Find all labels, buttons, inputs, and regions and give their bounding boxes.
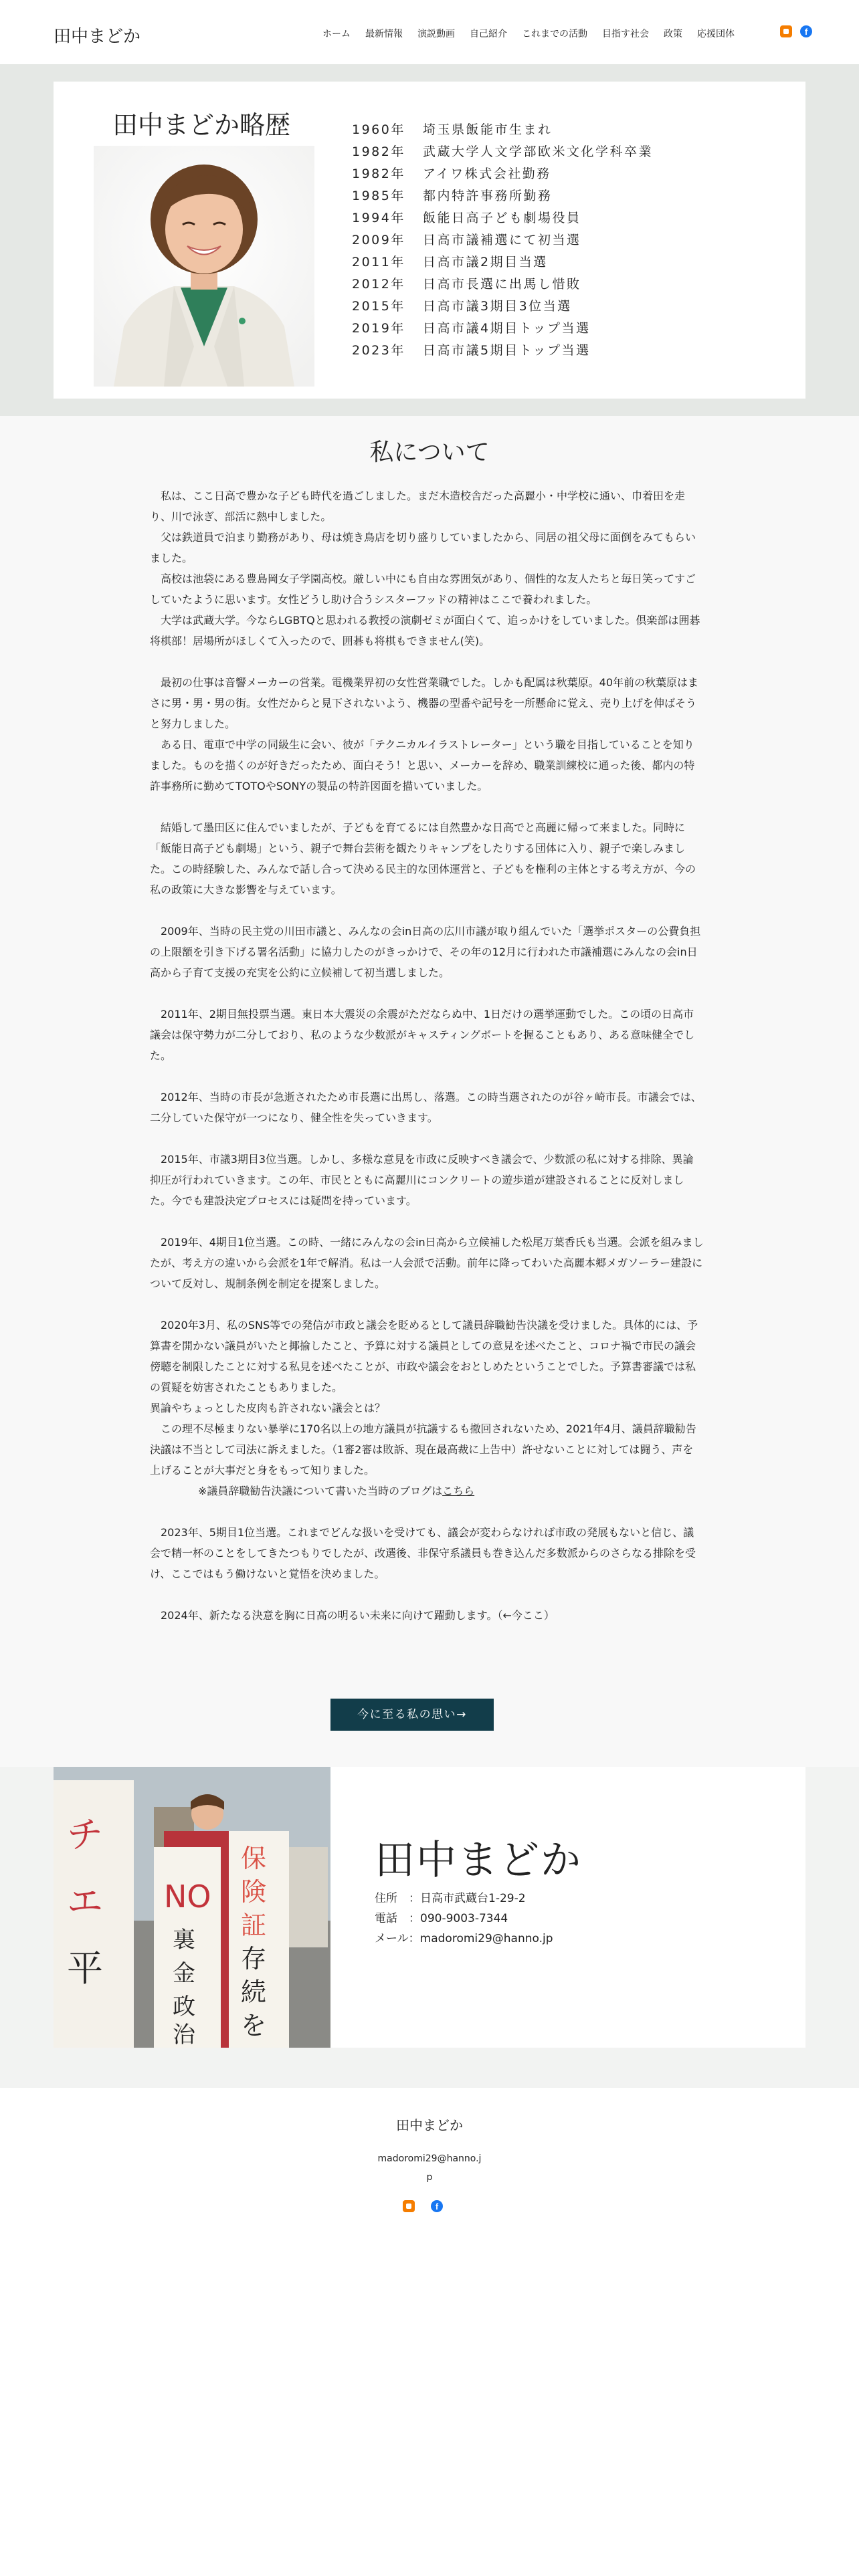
history-row: [352, 185, 653, 207]
nav-item-policy[interactable]: 政策: [664, 29, 682, 39]
svg-text:治: 治: [173, 2022, 195, 2048]
history-row: [352, 141, 653, 163]
svg-text:エ: エ: [67, 1881, 103, 1923]
history-row: [352, 207, 653, 229]
history-row: [352, 251, 653, 274]
header-social: [780, 25, 812, 37]
nav-item-vision[interactable]: 目指す社会: [602, 29, 649, 39]
blog-link[interactable]: こちら: [442, 1485, 475, 1497]
history-row: [352, 229, 653, 251]
history-text: 飯能日高子ども劇場役員: [423, 211, 581, 225]
contact-info: [375, 1889, 553, 1949]
contact-card: [54, 1767, 805, 2048]
profile-title: 田中まどか略歴: [112, 110, 291, 140]
nav-item-activities[interactable]: これまでの活動: [522, 29, 587, 39]
history-year: 2012年: [352, 277, 405, 292]
history-list: [352, 119, 653, 362]
svg-text:裏: 裏: [173, 1927, 195, 1953]
svg-text:存: 存: [241, 1944, 267, 1973]
history-year: 1985年: [352, 189, 405, 203]
contact-address: 住所 ：日高市武蔵台1-29-2: [375, 1892, 526, 1905]
history-text: アイワ株式会社勤務: [423, 167, 551, 181]
about-paragraph: 2024年、新たなる決意を胸に日高の明るい未来に向けて躍動します。（←今ここ）: [161, 1609, 555, 1622]
main-nav: [322, 27, 735, 40]
about-paragraph: 異論やちょっとした皮肉も許されない議会とは？: [150, 1402, 386, 1414]
nav-item-speech-videos[interactable]: 演説動画: [417, 29, 455, 39]
profile-card: [54, 82, 805, 399]
about-paragraph: 私は、ここ日高で豊かな子ども時代を過ごしました。まだ木造校舎だった高麗小・中学校に通い、巾着田を走り、川で泳ぎ、部活に熱中しました。: [150, 490, 686, 523]
history-text: 埼玉県飯能市生まれ: [423, 122, 553, 137]
history-year: 1960年: [352, 122, 405, 137]
about-paragraph: 結婚して墨田区に住んでいましたが、子どもを育てるには自然豊かな日高でと高麗に帰って来ました。同時に「飯能日高子ども劇場」という、親子で舞台芸術を観たりキャンプをしたりする団体に入り、親子で楽しみました。この時経験した、みんなで話し合って決める民主的な団体運営と、子どもを権利の主体とする考え方が、今の私の政策に大きな影響を与えています。: [150, 821, 696, 896]
history-text: 日高市長選に出馬し惜敗: [423, 277, 581, 292]
blogger-icon[interactable]: [403, 2200, 415, 2212]
about-paragraph: 2015年、市議3期目3位当選。しかし、多様な意見を市政に反映すべき議会で、少数派の私に対する排除、異論抑圧が行われていきます。この年、市民とともに高麗川にコンクリートの遊歩道が建設されることに反対しました。今でも建設決定プロセスには疑問を持っています。: [150, 1153, 694, 1207]
history-row: [352, 119, 653, 141]
portrait-image: [94, 146, 314, 387]
history-year: 2015年: [352, 299, 405, 314]
svg-text:平: 平: [67, 1947, 103, 1990]
about-paragraph: 大学は武蔵大学。今ならLGBTQと思われる教授の演劇ゼミが面白くて、追っかけをしていました。倶楽部は囲碁将棋部！居場所がほしくて入ったので、囲碁も将棋もできません(笑)。: [150, 614, 700, 647]
history-year: 2019年: [352, 321, 405, 336]
svg-text:チ: チ: [67, 1814, 103, 1856]
site-title[interactable]: 田中まどか: [54, 27, 141, 47]
footer-name: 田中まどか: [396, 2117, 463, 2133]
about-paragraph: 2012年、当時の市長が急逝されたため市長選に出馬し、落選。この時当選されたのが谷ヶ崎市長。市議会では、二分していた保守が一つになり、健全性を失っていきます。: [150, 1091, 702, 1124]
history-row: [352, 274, 653, 296]
about-paragraph: 父は鉄道員で泊まり勤務があり、母は焼き鳥店を切り盛りしていましたから、同居の祖父母に面倒をみてもらいました。: [150, 531, 696, 564]
about-paragraph: ある日、電車で中学の同級生に会い、彼が「テクニカルイラストレーター」という職を目指していることを知りました。ものを描くのが好きだったため、面白そう！と思い、メーカーを辞め、職業訓練校に通った後、都内の特許事務所に勤めてTOTOやSONYの製品の特許図面を描いていました。: [150, 738, 695, 792]
history-text: 日高市議補選にて初当選: [423, 233, 581, 247]
nav-item-supporters[interactable]: 応援団体: [697, 29, 735, 39]
profile-band: [0, 64, 859, 416]
svg-text:証: 証: [241, 1911, 267, 1940]
history-text: 武蔵大学人文学部欧米文化学科卒業: [423, 144, 654, 159]
site-footer: [0, 2088, 859, 2576]
svg-text:を: を: [241, 2011, 267, 2040]
svg-text:金: 金: [173, 1960, 195, 1987]
blogger-icon[interactable]: [780, 25, 792, 37]
about-text: [150, 486, 704, 1646]
footer-email[interactable]: [0, 2149, 859, 2187]
nav-item-news[interactable]: 最新情報: [365, 29, 403, 39]
history-text: 都内特許事務所勤務: [423, 189, 553, 203]
svg-text:険: 険: [241, 1877, 267, 1907]
footer-email-line: p: [426, 2172, 433, 2183]
history-text: 日高市議4期目トップ当選: [423, 321, 591, 336]
svg-text:NO: NO: [164, 1879, 211, 1915]
about-paragraph: 2023年、5期目1位当選。これまでどんな扱いを受けても、議会が変わらなければ市政の発展もないと信じ、議会で精一杯のことをしてきたつもりでしたが、改選後、非保守系議員も巻き込んだ多数派からのさらなる排除を受け、ここではもう働けないと覚悟を決めました。: [150, 1526, 696, 1580]
history-year: 2023年: [352, 343, 405, 358]
blog-reference-text: ※議員辞職勧告決議について書いた当時のブログは: [198, 1485, 443, 1497]
thoughts-button[interactable]: 今に至る私の思い→: [330, 1699, 494, 1731]
campaign-photo: [54, 1767, 330, 2048]
about-paragraph: 高校は池袋にある豊島岡女子学園高校。厳しい中にも自由な雰囲気があり、個性的な友人たちと毎日笑ってすごしていたように思います。女性どうし助け合うシスターフッドの精神はここで養われました。: [150, 572, 696, 606]
about-section: [0, 416, 859, 1767]
about-paragraph: 2019年、4期目1位当選。この時、一緒にみんなの会in日高から立候補した松尾万葉香氏も当選。会派を組みましたが、考え方の違いから会派を1年で解消。私は一人会派で活動。前年に降ってわいた高麗本郷メガソーラー建設について反対し、規制条例を制定を提案しました。: [150, 1236, 704, 1290]
facebook-icon[interactable]: f: [800, 25, 812, 37]
history-row: [352, 340, 653, 362]
history-year: 1982年: [352, 167, 405, 181]
history-row: [352, 296, 653, 318]
svg-text:続: 続: [241, 1977, 267, 2007]
history-year: 2009年: [352, 233, 405, 247]
history-text: 日高市議5期目トップ当選: [423, 343, 591, 358]
history-year: 1994年: [352, 211, 405, 225]
about-paragraph: この理不尽極まりない暴挙に170名以上の地方議員が抗議するも撤回されないため、2021年4月、議員辞職勧告決議は不当として司法に訴えました。（1審2審は敗訴、現在最高裁に上告中）許せないことに対しては闘う、声を上げることが大事だと身をもって知りました。: [150, 1422, 696, 1477]
about-paragraph: 2009年、当時の民主党の川田市議と、みんなの会in日高の広川市議が取り組んでいた「選挙ポスターの公費負担の上限額を引き下げる署名活動」に協力したのがきっかけで、その年の12月に行われた市議補選にみんなの会in日高から子育て支援の充実を公約に立候補して初当選しました。: [150, 925, 701, 979]
contact-phone: 電話 ：090-9003-7344: [375, 1912, 508, 1925]
contact-band: [0, 1767, 859, 2088]
history-text: 日高市議2期目当選: [423, 255, 548, 270]
footer-social: [403, 2200, 443, 2212]
about-paragraph: 2020年3月、私のSNS等での発信が市政と議会を貶めるとして議員辞職勧告決議を受けました。具体的には、予算書を開かない議員がいたと揶揄したこと、予算に対する議員としての意見を述べたこと、コロナ禍で市民の議会傍聴を制限したことに対する私見を述べたことが、市政や議会をおとしめたということでした。予算書審議では私の質疑を妨害されたこともありました。: [150, 1319, 698, 1394]
svg-text:政: 政: [173, 1994, 195, 2020]
history-row: [352, 163, 653, 185]
history-year: 2011年: [352, 255, 405, 270]
facebook-icon[interactable]: f: [431, 2200, 443, 2212]
svg-text:保: 保: [241, 1844, 267, 1873]
blog-reference-line: [150, 1481, 704, 1501]
footer-email-line: madoromi29@hanno.j: [377, 2153, 482, 2164]
contact-name: 田中まどか: [375, 1837, 582, 1884]
about-paragraph: 最初の仕事は音響メーカーの営業。電機業界初の女性営業職でした。しかも配属は秋葉原。40年前の秋葉原はまさに男・男・男の街。女性だからと見下されないよう、機器の型番や記号を一所懸命に覚え、売り上げを伸ばそうと努力しました。: [150, 676, 699, 730]
history-year: 1982年: [352, 144, 405, 159]
history-text: 日高市議3期目3位当選: [423, 299, 572, 314]
site-header: [0, 0, 859, 64]
about-paragraph: 2011年、2期目無投票当選。東日本大震災の余震がただならぬ中、1日だけの選挙運動でした。この頃の日高市議会は保守勢力が二分しており、私のような少数派がキャスティングボートを握ることもあり、ある意味健全でした。: [150, 1008, 695, 1062]
history-row: [352, 318, 653, 340]
nav-item-home[interactable]: ホーム: [322, 29, 351, 39]
contact-email[interactable]: メール：madoromi29@hanno.jp: [375, 1932, 553, 1945]
about-heading: 私について: [369, 439, 490, 466]
nav-item-about[interactable]: 自己紹介: [470, 29, 507, 39]
